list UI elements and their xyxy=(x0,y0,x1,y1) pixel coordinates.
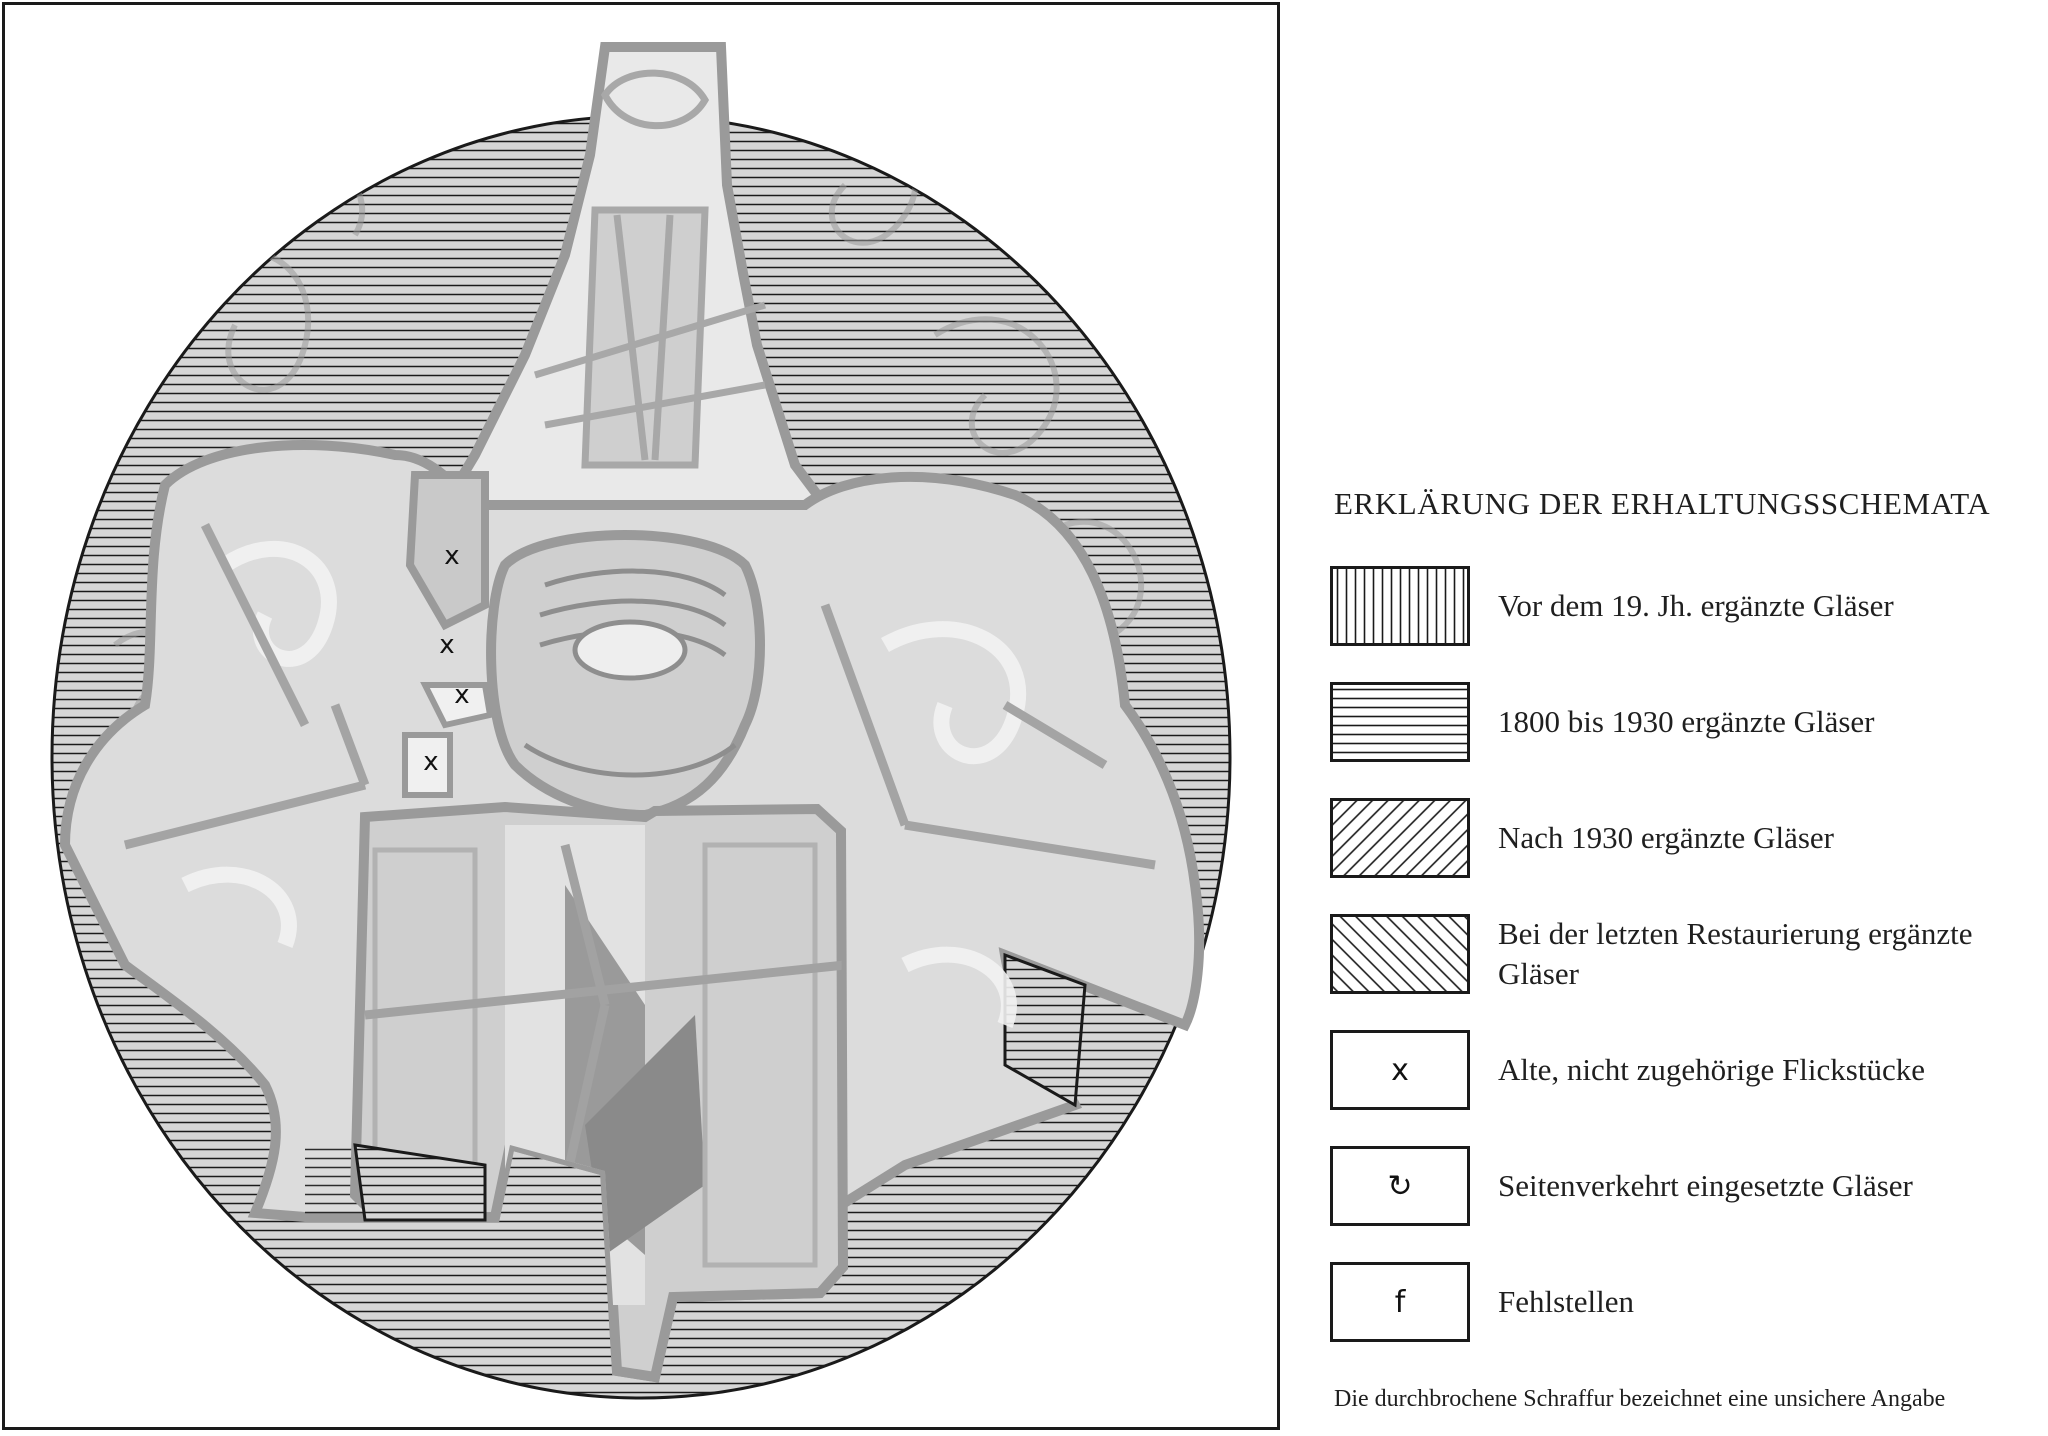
rotate-arrow-icon: ↻ xyxy=(1387,1168,1413,1204)
patch-mark-3: x xyxy=(454,680,470,710)
stained-glass-roundel xyxy=(5,5,1277,1427)
legend-label: Nach 1930 ergänzte Gläser xyxy=(1498,820,1834,855)
legend-label: Vor dem 19. Jh. ergänzte Gläser xyxy=(1498,588,1894,623)
legend-item-diagonal-ascending xyxy=(1330,914,2030,998)
reversed-symbol-swatch xyxy=(1330,1146,1470,1226)
horizontal-hatch-swatch xyxy=(1330,682,1470,762)
legend-label: 1800 bis 1930 ergänzte Gläser xyxy=(1498,704,1875,739)
patch-mark-4: x xyxy=(423,747,439,777)
f-mark-icon: f xyxy=(1394,1284,1406,1320)
legend-note: Die durchbrochene Schraffur bezeichnet eine unsichere Angabe xyxy=(1334,1386,1946,1412)
legend-label: Alte, nicht zugehörige Flickstücke xyxy=(1498,1052,1925,1087)
patch-mark-2: x xyxy=(439,630,455,660)
legend-item-reversed xyxy=(1330,1146,2030,1230)
legend-label: Fehlstellen xyxy=(1498,1284,1635,1319)
vertical-hatch-swatch xyxy=(1330,566,1470,646)
legend-label: Seitenverkehrt eingesetzte Gläser xyxy=(1498,1168,1913,1203)
legend-item-diagonal-descending xyxy=(1330,798,2030,882)
stained-glass-diagram xyxy=(2,2,1280,1430)
diagonal-descending-hatch-swatch xyxy=(1330,798,1470,878)
legend-title: ERKLÄRUNG DER ERHALTUNGSSCHEMATA xyxy=(1334,486,1991,521)
patch-symbol-swatch xyxy=(1330,1030,1470,1110)
patch-mark-1: x xyxy=(444,541,460,571)
legend-item-vertical xyxy=(1330,566,2030,650)
legend-label: Bei der letzten Restaurierung ergänzte Gläser xyxy=(1498,916,1973,991)
diagonal-ascending-hatch-swatch xyxy=(1330,914,1470,994)
x-mark-icon: x xyxy=(1391,1052,1409,1088)
legend-item-horizontal xyxy=(1330,682,2030,766)
missing-symbol-swatch xyxy=(1330,1262,1470,1342)
legend-panel xyxy=(1310,0,2048,1436)
legend-item-patch xyxy=(1330,1030,2030,1114)
legend-item-missing xyxy=(1330,1262,2030,1346)
